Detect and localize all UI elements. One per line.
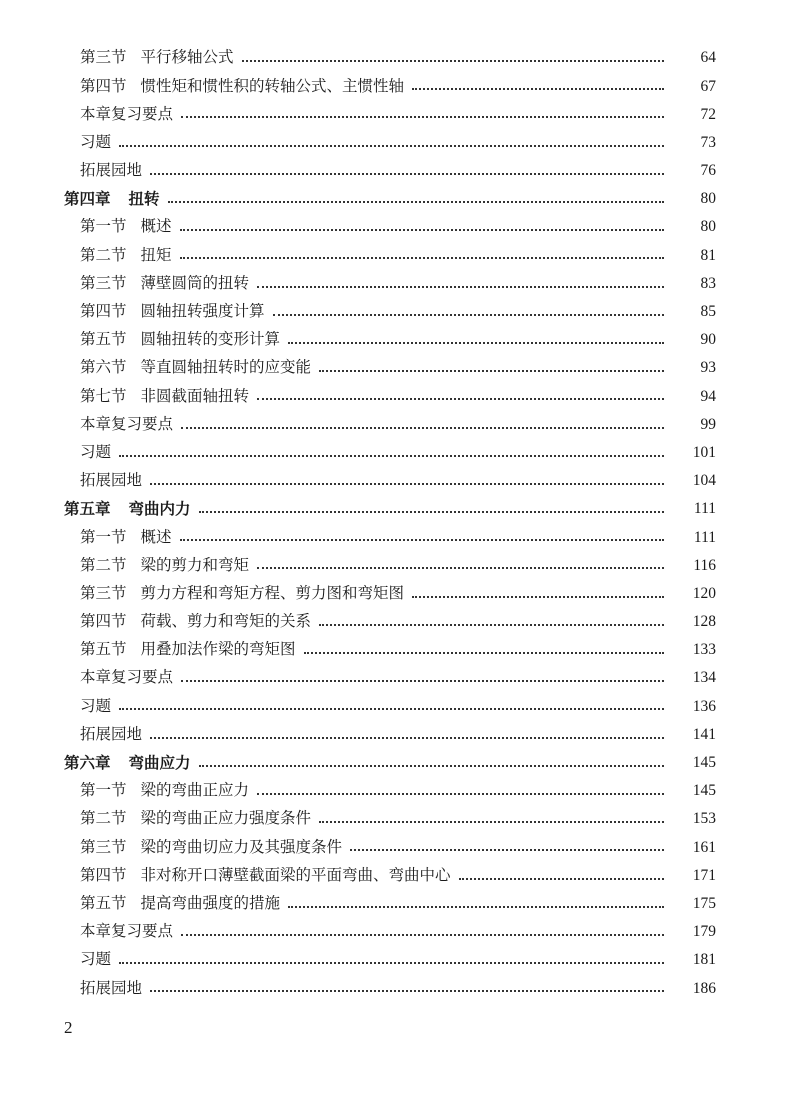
toc-section-entry[interactable] [0, 721, 790, 749]
toc-entry-page: 179 [692, 923, 716, 941]
dot-leader [181, 427, 664, 429]
toc-entry-page: 111 [693, 528, 716, 546]
toc-entry-title: 梁的弯曲正应力 [140, 781, 250, 800]
toc-section-entry[interactable] [0, 608, 790, 636]
toc-entry-title: 梁的弯曲切应力及其强度条件 [140, 837, 343, 856]
dot-leader [199, 511, 664, 513]
toc-entry-page: 171 [692, 866, 716, 884]
toc-entry-page: 120 [692, 584, 716, 602]
toc-entry-title: 本章复习要点 [80, 414, 174, 433]
toc-entry-page: 94 [700, 387, 716, 405]
dot-leader [257, 286, 664, 288]
dot-leader [119, 145, 664, 147]
toc-entry-label: 第六章 [64, 753, 111, 773]
toc-entry-page: 76 [700, 162, 716, 180]
toc-section-entry[interactable] [0, 692, 790, 720]
toc-entry-label: 第四章 [64, 189, 111, 209]
toc-entry-page: 80 [700, 218, 716, 236]
toc-section-entry[interactable] [0, 439, 790, 467]
toc-section-entry[interactable] [0, 580, 790, 608]
toc-entry-title: 平行移轴公式 [140, 48, 234, 67]
toc-chapter-entry[interactable] [0, 185, 790, 213]
toc-entry-title: 概述 [140, 217, 172, 236]
toc-entry-page: 73 [700, 133, 716, 151]
toc-section-entry[interactable] [0, 354, 790, 382]
toc-entry-title: 梁的剪力和弯矩 [140, 555, 250, 574]
toc-entry-label: 第五节 [80, 640, 127, 659]
toc-section-entry[interactable] [0, 44, 790, 72]
dot-leader [150, 990, 664, 992]
toc-section-entry[interactable] [0, 129, 790, 157]
toc-entry-label: 第四节 [80, 76, 127, 95]
toc-chapter-entry[interactable] [0, 495, 790, 523]
toc-section-entry[interactable] [0, 382, 790, 410]
toc-entry-title: 本章复习要点 [80, 668, 174, 687]
toc-entry-page: 181 [692, 951, 716, 969]
dot-leader [168, 201, 664, 203]
table-of-contents [0, 44, 790, 1002]
toc-entry-page: 186 [692, 979, 716, 997]
toc-entry-page: 80 [700, 190, 716, 208]
toc-entry-title: 薄壁圆筒的扭转 [140, 273, 250, 292]
toc-entry-page: 83 [700, 274, 716, 292]
toc-entry-title: 梁的弯曲正应力强度条件 [140, 809, 312, 828]
toc-entry-label: 第五章 [64, 499, 111, 519]
toc-entry-title: 习题 [80, 950, 112, 969]
toc-section-entry[interactable] [0, 861, 790, 889]
dot-leader [119, 708, 664, 710]
dot-leader [304, 652, 664, 654]
toc-section-entry[interactable] [0, 100, 790, 128]
toc-entry-label: 第一节 [80, 781, 127, 800]
toc-chapter-entry[interactable] [0, 749, 790, 777]
dot-leader [288, 342, 664, 344]
dot-leader [242, 60, 664, 62]
toc-entry-label: 第六节 [80, 358, 127, 377]
dot-leader [119, 962, 664, 964]
toc-entry-title: 惯性矩和惯性积的转轴公式、主惯性轴 [140, 76, 405, 95]
toc-entry-title: 拓展园地 [80, 978, 143, 997]
toc-section-entry[interactable] [0, 72, 790, 100]
toc-entry-label: 第四节 [80, 302, 127, 321]
dot-leader [181, 934, 664, 936]
toc-entry-title: 拓展园地 [80, 724, 143, 743]
toc-entry-page: 153 [692, 810, 716, 828]
dot-leader [273, 314, 664, 316]
toc-entry-label: 第三节 [80, 837, 127, 856]
dot-leader [181, 116, 664, 118]
toc-entry-title: 弯曲应力 [128, 753, 191, 773]
toc-section-entry[interactable] [0, 777, 790, 805]
dot-leader [150, 483, 664, 485]
toc-entry-page: 175 [692, 894, 716, 912]
toc-entry-label: 第一节 [80, 527, 127, 546]
toc-entry-label: 第七节 [80, 386, 127, 405]
toc-entry-title: 等直圆轴扭转时的应变能 [140, 358, 312, 377]
toc-entry-label: 第一节 [80, 217, 127, 236]
toc-entry-page: 161 [692, 838, 716, 856]
toc-section-entry[interactable] [0, 213, 790, 241]
toc-entry-page: 93 [700, 359, 716, 377]
dot-leader [412, 596, 664, 598]
toc-entry-title: 习题 [80, 442, 112, 461]
toc-section-entry[interactable] [0, 918, 790, 946]
toc-entry-page: 85 [700, 303, 716, 321]
toc-entry-title: 非对称开口薄壁截面梁的平面弯曲、弯曲中心 [140, 865, 451, 884]
toc-section-entry[interactable] [0, 805, 790, 833]
toc-entry-title: 弯曲内力 [128, 499, 191, 519]
toc-section-entry[interactable] [0, 890, 790, 918]
toc-entry-page: 134 [692, 669, 716, 687]
toc-entry-page: 145 [692, 782, 716, 800]
toc-entry-title: 拓展园地 [80, 471, 143, 490]
dot-leader [319, 370, 664, 372]
toc-section-entry[interactable] [0, 410, 790, 438]
toc-entry-label: 第三节 [80, 48, 127, 67]
dot-leader [150, 737, 664, 739]
toc-entry-title: 非圆截面轴扭转 [140, 386, 250, 405]
dot-leader [288, 906, 664, 908]
toc-entry-title: 剪力方程和弯矩方程、剪力图和弯矩图 [140, 583, 405, 602]
toc-entry-title: 概述 [140, 527, 172, 546]
toc-section-entry[interactable] [0, 241, 790, 269]
toc-entry-title: 本章复习要点 [80, 922, 174, 941]
toc-entry-page: 81 [700, 246, 716, 264]
toc-entry-title: 习题 [80, 132, 112, 151]
toc-section-entry[interactable] [0, 523, 790, 551]
dot-leader [257, 398, 664, 400]
toc-entry-label: 第三节 [80, 583, 127, 602]
dot-leader [180, 539, 664, 541]
dot-leader [181, 680, 664, 682]
toc-entry-page: 128 [692, 613, 716, 631]
dot-leader [459, 878, 664, 880]
toc-entry-label: 第三节 [80, 273, 127, 292]
toc-entry-page: 67 [700, 77, 716, 95]
dot-leader [199, 765, 664, 767]
toc-section-entry[interactable] [0, 157, 790, 185]
toc-section-entry[interactable] [0, 946, 790, 974]
dot-leader [119, 455, 664, 457]
toc-entry-label: 第五节 [80, 893, 127, 912]
toc-entry-page: 90 [700, 331, 716, 349]
toc-entry-title: 用叠加法作梁的弯矩图 [140, 640, 296, 659]
toc-entry-page: 64 [700, 49, 716, 67]
toc-entry-page: 145 [692, 754, 716, 772]
toc-entry-page: 104 [692, 472, 716, 490]
dot-leader [180, 257, 664, 259]
dot-leader [350, 849, 664, 851]
dot-leader [412, 88, 664, 90]
toc-entry-page: 141 [692, 725, 716, 743]
dot-leader [257, 567, 664, 569]
page-number: 2 [64, 1018, 73, 1037]
toc-entry-title: 圆轴扭转强度计算 [140, 302, 265, 321]
toc-entry-page: 136 [692, 697, 716, 715]
toc-entry-page: 133 [692, 641, 716, 659]
toc-entry-title: 本章复习要点 [80, 104, 174, 123]
toc-entry-title: 扭转 [128, 189, 160, 209]
toc-entry-title: 提高弯曲强度的措施 [140, 893, 281, 912]
toc-entry-page: 72 [700, 105, 716, 123]
toc-entry-label: 第五节 [80, 330, 127, 349]
toc-section-entry[interactable] [0, 270, 790, 298]
toc-entry-title: 扭矩 [140, 245, 172, 264]
toc-section-entry[interactable] [0, 636, 790, 664]
toc-entry-page: 116 [693, 556, 716, 574]
toc-section-entry[interactable] [0, 664, 790, 692]
dot-leader [319, 624, 664, 626]
toc-section-entry[interactable] [0, 326, 790, 354]
toc-entry-label: 第四节 [80, 865, 127, 884]
toc-entry-title: 荷载、剪力和弯矩的关系 [140, 612, 312, 631]
toc-entry-page: 99 [700, 415, 716, 433]
dot-leader [319, 821, 664, 823]
toc-section-entry[interactable] [0, 298, 790, 326]
toc-section-entry[interactable] [0, 833, 790, 861]
toc-entry-title: 圆轴扭转的变形计算 [140, 330, 281, 349]
toc-entry-page: 111 [693, 500, 716, 518]
dot-leader [180, 229, 664, 231]
dot-leader [257, 793, 664, 795]
dot-leader [150, 173, 664, 175]
toc-entry-title: 拓展园地 [80, 161, 143, 180]
toc-entry-label: 第二节 [80, 245, 127, 264]
toc-entry-label: 第二节 [80, 555, 127, 574]
toc-entry-title: 习题 [80, 696, 112, 715]
toc-section-entry[interactable] [0, 974, 790, 1002]
toc-section-entry[interactable] [0, 551, 790, 579]
toc-entry-label: 第二节 [80, 809, 127, 828]
toc-entry-page: 101 [692, 443, 716, 461]
toc-section-entry[interactable] [0, 467, 790, 495]
toc-entry-label: 第四节 [80, 612, 127, 631]
